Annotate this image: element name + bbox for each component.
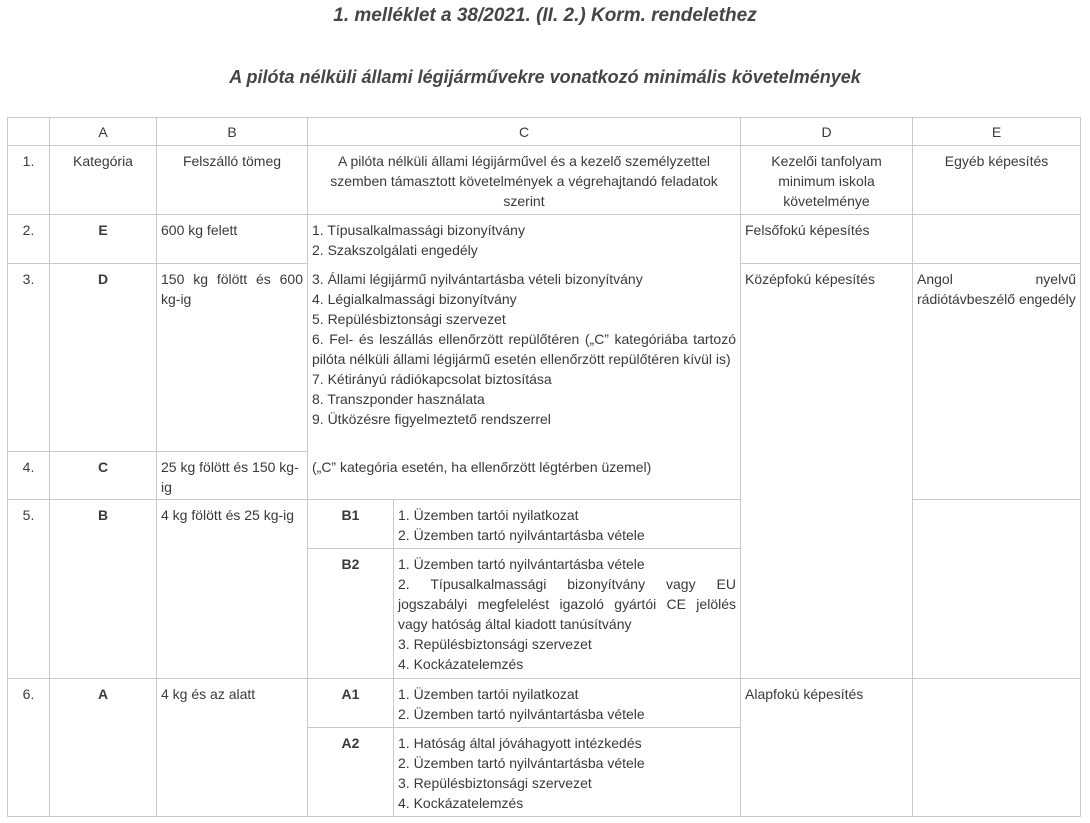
b1-requirement-2: 2. Üzemben tartó nyilvántartásba vétele bbox=[398, 527, 645, 543]
row-3-requirement-4: 4. Légialkalmassági bizonyítvány bbox=[312, 291, 517, 307]
row-3-number: 3. bbox=[8, 264, 50, 452]
row-3-requirement-5: 5. Repülésbiztonsági szervezet bbox=[312, 311, 506, 327]
a2-requirement-4: 4. Kockázatelemzés bbox=[398, 795, 524, 811]
subcategory-a1-requirements bbox=[394, 679, 741, 728]
row-3-requirement-6: 6. Fel- és leszállás ellenőrzött repülőtéren („C” kategóriába tartozó pilóta nélküli állami légijármű esetén ellenőrzött repülőtéren kívül is) bbox=[312, 331, 736, 367]
row-4-number: 4. bbox=[8, 452, 50, 500]
row-6-training: Alapfokú képesítés bbox=[741, 679, 913, 817]
row-2-requirement-2: 2. Szakszolgálati engedély bbox=[312, 242, 478, 258]
row-6-other-empty bbox=[913, 679, 1081, 817]
b1-requirement-1: 1. Üzemben tartói nyilatkozat bbox=[398, 507, 579, 523]
heading-requirements: A pilóta nélküli állami légijárművel és a kezelő személyzettel szemben támasztott követelmények a végrehajtandó feladatok szerint bbox=[308, 146, 741, 215]
row-6-weight: 4 kg és az alatt bbox=[157, 679, 308, 817]
row-1-number: 1. bbox=[8, 146, 50, 215]
row-3-requirements bbox=[312, 264, 736, 429]
b2-requirement-3: 3. Repülésbiztonsági szervezet bbox=[398, 636, 592, 652]
heading-category: Kategória bbox=[50, 146, 157, 215]
rows-3-5-training: Középfokú képesítés bbox=[741, 264, 913, 679]
a1-requirement-1: 1. Üzemben tartói nyilatkozat bbox=[398, 686, 579, 702]
row-2-training: Felsőfokú képesítés bbox=[741, 215, 913, 264]
row-2-requirement-1: 1. Típusalkalmassági bizonyítvány bbox=[312, 222, 525, 238]
row-4-weight: 25 kg fölött és 150 kg-ig bbox=[157, 452, 308, 500]
row-2-category: E bbox=[50, 215, 157, 264]
b2-requirement-4: 4. Kockázatelemzés bbox=[398, 656, 524, 672]
row-5-weight: 4 kg fölött és 25 kg-ig bbox=[157, 500, 308, 679]
subcategory-b1-label: B1 bbox=[308, 500, 394, 549]
row-4-category: C bbox=[50, 452, 157, 500]
rows-2-4-requirements-cell bbox=[308, 215, 741, 500]
b2-requirement-2: 2. Típusalkalmassági bizonyítvány vagy EU jogszabályi megfelelést igazoló gyártói CE jelölés vagy hatóság által kiadott tanúsítvány bbox=[398, 576, 736, 632]
subcategory-a2-requirements bbox=[394, 728, 741, 817]
row-2-requirements bbox=[312, 215, 736, 260]
column-letter-b: B bbox=[157, 118, 308, 146]
subcategory-a2-label: A2 bbox=[308, 728, 394, 817]
heading-takeoff-mass: Felszálló tömeg bbox=[157, 146, 308, 215]
document-title: 1. melléklet a 38/2021. (II. 2.) Korm. rendelethez bbox=[333, 5, 757, 26]
subcategory-a1-label: A1 bbox=[308, 679, 394, 728]
a1-requirement-2: 2. Üzemben tartó nyilvántartásba vétele bbox=[398, 706, 645, 722]
row-2-weight: 600 kg felett bbox=[157, 215, 308, 264]
column-letter-a: A bbox=[50, 118, 157, 146]
row-5-category: B bbox=[50, 500, 157, 679]
row-3-weight: 150 kg fölött és 600 kg-ig bbox=[157, 264, 308, 452]
row-3-requirement-8: 8. Transzponder használata bbox=[312, 391, 485, 407]
row-5-number: 5. bbox=[8, 500, 50, 679]
row-2-number: 2. bbox=[8, 215, 50, 264]
letter-cell-empty bbox=[8, 118, 50, 146]
row-3-requirement-9: 9. Ütközésre figyelmeztető rendszerrel bbox=[312, 411, 551, 427]
row-3-requirement-7: 7. Kétirányú rádiókapcsolat biztosítása bbox=[312, 371, 552, 387]
heading-other-qualification: Egyéb képesítés bbox=[913, 146, 1081, 215]
subcategory-b2-requirements bbox=[394, 549, 741, 679]
requirements-table bbox=[7, 117, 1081, 817]
row-2-other-empty bbox=[913, 215, 1081, 264]
b2-requirement-1: 1. Üzemben tartó nyilvántartásba vétele bbox=[398, 556, 645, 572]
row-6-category: A bbox=[50, 679, 157, 817]
a2-requirement-1: 1. Hatóság által jóváhagyott intézkedés bbox=[398, 735, 642, 751]
subcategory-b1-requirements bbox=[394, 500, 741, 549]
column-letter-d: D bbox=[741, 118, 913, 146]
row-3-requirement-3: 3. Állami légijármű nyilvántartásba vételi bizonyítvány bbox=[312, 271, 643, 287]
row-4-requirement-note: („C” kategória esetén, ha ellenőrzött légtérben üzemel) bbox=[312, 459, 652, 475]
a2-requirement-2: 2. Üzemben tartó nyilvántartásba vétele bbox=[398, 755, 645, 771]
subcategory-b2-label: B2 bbox=[308, 549, 394, 679]
row-6-number: 6. bbox=[8, 679, 50, 817]
row-5-other-empty bbox=[913, 500, 1081, 679]
heading-training: Kezelői tanfolyam minimum iskola követelménye bbox=[741, 146, 913, 215]
a2-requirement-3: 3. Repülésbiztonsági szervezet bbox=[398, 775, 592, 791]
row-3-category: D bbox=[50, 264, 157, 452]
row-4-requirements bbox=[312, 452, 736, 477]
column-letter-c: C bbox=[308, 118, 741, 146]
rows-3-4-other-qualification: Angol nyelvű rádiótávbeszélő engedély bbox=[913, 264, 1081, 500]
column-letter-e: E bbox=[913, 118, 1081, 146]
document-subtitle: A pilóta nélküli állami légijárművekre vonatkozó minimális követelmények bbox=[229, 67, 861, 87]
